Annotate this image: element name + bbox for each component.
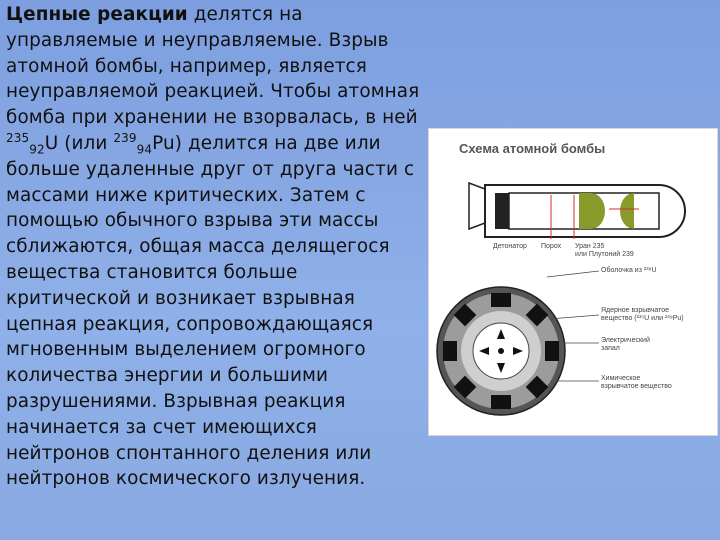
implosion-bomb [437, 287, 565, 415]
pu-mass-number: 239 [113, 130, 137, 145]
main-paragraph [6, 2, 426, 492]
label-powder: Порох [541, 243, 562, 250]
label-uranium-1: Уран 235 [575, 243, 605, 250]
detonator-block [495, 193, 509, 229]
gun-type-bomb [469, 183, 685, 239]
label-chem-2: взрывчатое вещество [601, 383, 672, 390]
label-shell: Оболочка из ²³⁸U [601, 267, 657, 274]
lens-right [545, 341, 559, 361]
label-detonator: Детонатор [493, 243, 527, 250]
pointer-shell [547, 271, 599, 277]
figure-title: Схема атомной бомбы [459, 141, 606, 156]
text-part2: делится на две или больше удаленные друг от друга части с массами ниже критических. Затем с помощью обычного взрыва эти массы сближаются, общая масса делящегося вещества становится больше критической и возникает взрывная цепная реакция, сопровождающаяся мгновенным выделением огромного количества энергии и большими разрушениями. Взрывная реакция начинается за счет имеющихся нейтронов спонтанного деления или нейтронов космического излучения. [6, 132, 415, 490]
text-part1: делятся на управляемые и неуправляемые. Взрыв атомной бомбы, например, является неуправляемой реакцией. Чтобы атомная бомба при хранении не взорвалась, в ней [6, 4, 420, 129]
pu-atomic-number: 94 [136, 142, 153, 157]
u-mass-number: 235 [6, 130, 30, 145]
label-uranium-2: или Плутоний 239 [575, 251, 634, 258]
bomb-tail-fin [469, 183, 485, 229]
bomb-schematic [429, 129, 717, 435]
label-nuclear-1: Ядерное взрывчатое [601, 307, 670, 314]
lens-bottom [491, 395, 511, 409]
label-nuclear-2: вещество (²³⁵U или ²³⁹Pu) [601, 315, 684, 322]
u-symbol: U (или [44, 132, 114, 154]
fissile-block [579, 193, 591, 229]
bold-lead: Цепные реакции [6, 4, 188, 25]
pointer-nuclear [549, 315, 599, 319]
lens-top [491, 293, 511, 307]
core-center [498, 348, 504, 354]
atomic-bomb-diagram [428, 128, 718, 436]
pu-symbol: Pu) [152, 132, 182, 154]
u-atomic-number: 92 [29, 142, 45, 157]
label-chem-1: Химическое [601, 375, 641, 382]
label-fuse-2: запал [601, 345, 620, 352]
lens-left [443, 341, 457, 361]
label-fuse-1: Электрический [601, 337, 650, 344]
